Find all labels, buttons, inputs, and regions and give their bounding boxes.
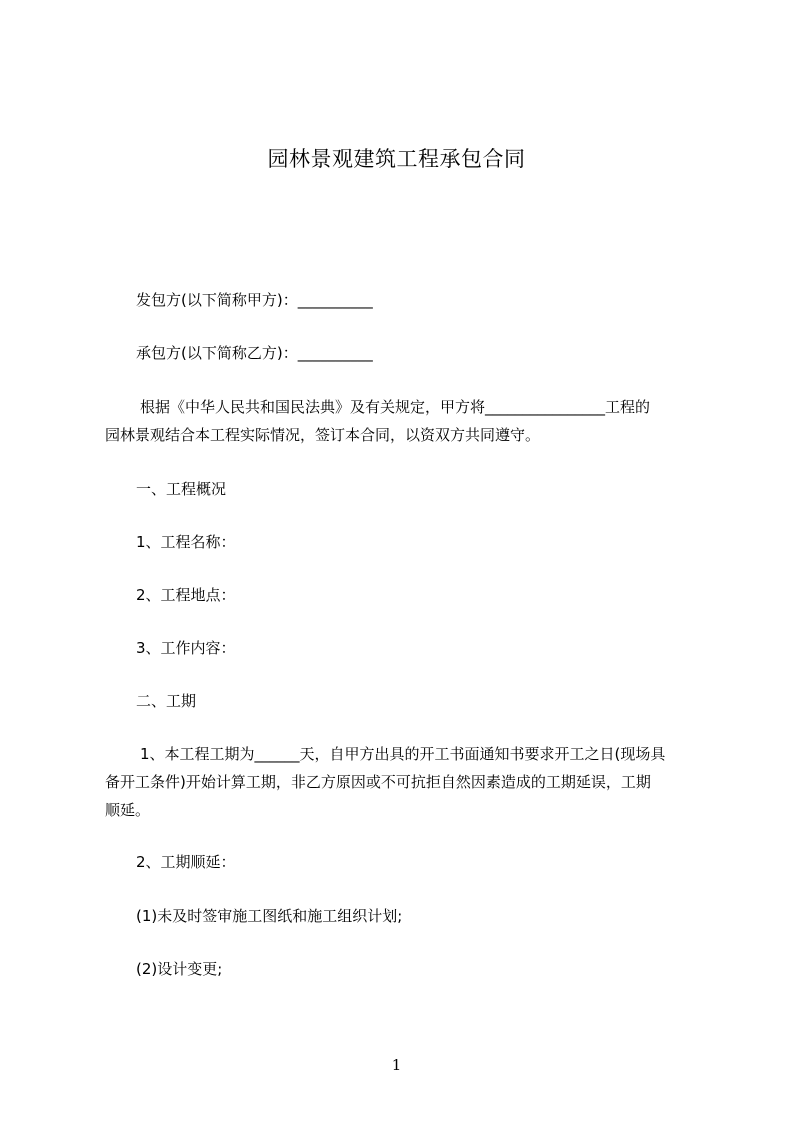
document-title: 园林景观建筑工程承包合同 bbox=[267, 147, 526, 171]
period-line-3: 顺延。 bbox=[105, 801, 151, 819]
page-number: 1 bbox=[391, 1056, 402, 1074]
party-b-line: 承包方(以下简称乙方)：__________ bbox=[136, 344, 373, 362]
extension-heading: 2、工期顺延： bbox=[136, 853, 236, 871]
project-location-item: 2、工程地点： bbox=[136, 586, 236, 604]
period-line-2: 备开工条件)开始计算工期，非乙方原因或不可抗拒自然因素造成的工期延误，工期 bbox=[105, 773, 651, 791]
work-content-item: 3、工作内容： bbox=[136, 639, 236, 657]
intro-line-1: 根据《中华人民共和国民法典》及有关规定，甲方将________________工程的 bbox=[140, 398, 651, 416]
section-1-heading: 一、工程概况 bbox=[136, 480, 227, 498]
section-2-heading: 二、工期 bbox=[136, 692, 197, 710]
project-name-item: 1、工程名称： bbox=[136, 533, 236, 551]
period-line-1: 1、本工程工期为______天，自甲方出具的开工书面通知书要求开工之日(现场具 bbox=[140, 745, 666, 763]
party-a-line: 发包方(以下简称甲方)：__________ bbox=[136, 291, 373, 309]
extension-item-1: (1)未及时签审施工图纸和施工组织计划; bbox=[136, 907, 403, 925]
intro-line-2: 园林景观结合本工程实际情况，签订本合同，以资双方共同遵守。 bbox=[105, 426, 541, 444]
extension-item-2: (2)设计变更; bbox=[136, 960, 223, 978]
